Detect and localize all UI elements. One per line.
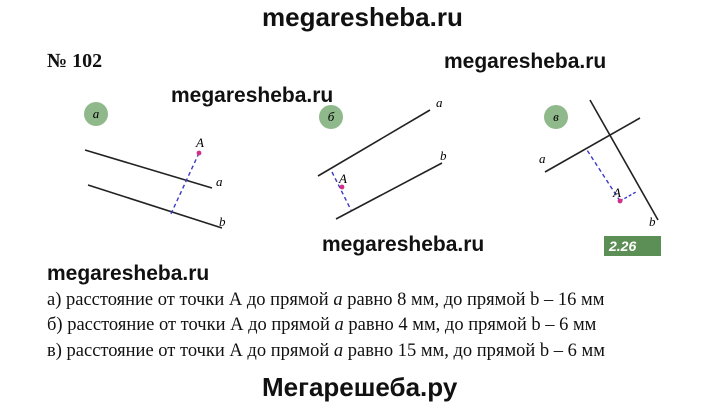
answer-c-suffix: равно 15 мм, до прямой b – 6 мм	[343, 341, 605, 361]
line-a-label-panel-a: a	[216, 174, 223, 189]
line-b-label-panel-a: b	[219, 214, 226, 229]
line-b-label-panel-c: b	[649, 214, 656, 229]
perpendicular-to-b-panel-c	[620, 192, 636, 201]
answer-b-line-name: a	[334, 315, 344, 335]
site-watermark-bottom: Мегарешеба.ру	[262, 372, 458, 402]
line-b-panel-a	[88, 185, 222, 228]
line-b-panel-b	[336, 163, 442, 219]
line-a-label-panel-b: a	[436, 95, 443, 110]
answer-c-line-name: a	[333, 341, 344, 361]
site-watermark-top: megaresheba.ru	[262, 2, 463, 32]
answer-a-suffix: равно 8 мм, до прямой b – 16 мм	[342, 290, 605, 310]
line-b-label-panel-b: b	[440, 148, 447, 163]
site-watermark: megaresheba.ru	[444, 50, 607, 73]
site-watermark: megaresheba.ru	[171, 84, 334, 107]
panel-a	[84, 102, 226, 229]
line-a-label-panel-c: a	[539, 151, 546, 166]
answer-a-prefix: а) расстояние от точки А до прямой	[47, 290, 334, 310]
site-watermark: megaresheba.ru	[322, 233, 485, 256]
line-b-panel-c	[590, 100, 658, 220]
site-watermark: megaresheba.ru	[47, 262, 210, 285]
answer-b-suffix: равно 4 мм, до прямой b – 6 мм	[343, 315, 597, 335]
badge-label-c: в	[553, 109, 559, 124]
answer-c	[47, 341, 605, 362]
answer-c-prefix: в) расстояние от точки А до прямой	[47, 341, 334, 361]
answer-b-prefix: б) расстояние от точки А до прямой	[47, 315, 335, 335]
answer-a-line-name: a	[333, 290, 343, 310]
badge-label-a: а	[92, 106, 100, 121]
panel-b	[318, 95, 447, 219]
point-A-label-panel-c: A	[613, 185, 621, 200]
point-A-label-panel-a: A	[196, 135, 204, 150]
problem-number: № 102	[47, 50, 103, 72]
figure-label: 2.26	[609, 238, 637, 254]
point-A-label-panel-b: A	[339, 171, 347, 186]
line-a-panel-a	[85, 150, 212, 188]
panel-c	[539, 100, 658, 229]
badge-label-b: б	[327, 109, 335, 124]
answer-a	[47, 290, 604, 311]
perpendicular-panel-a	[170, 153, 199, 216]
answer-b	[47, 315, 596, 336]
point-A-panel-a	[197, 151, 202, 156]
